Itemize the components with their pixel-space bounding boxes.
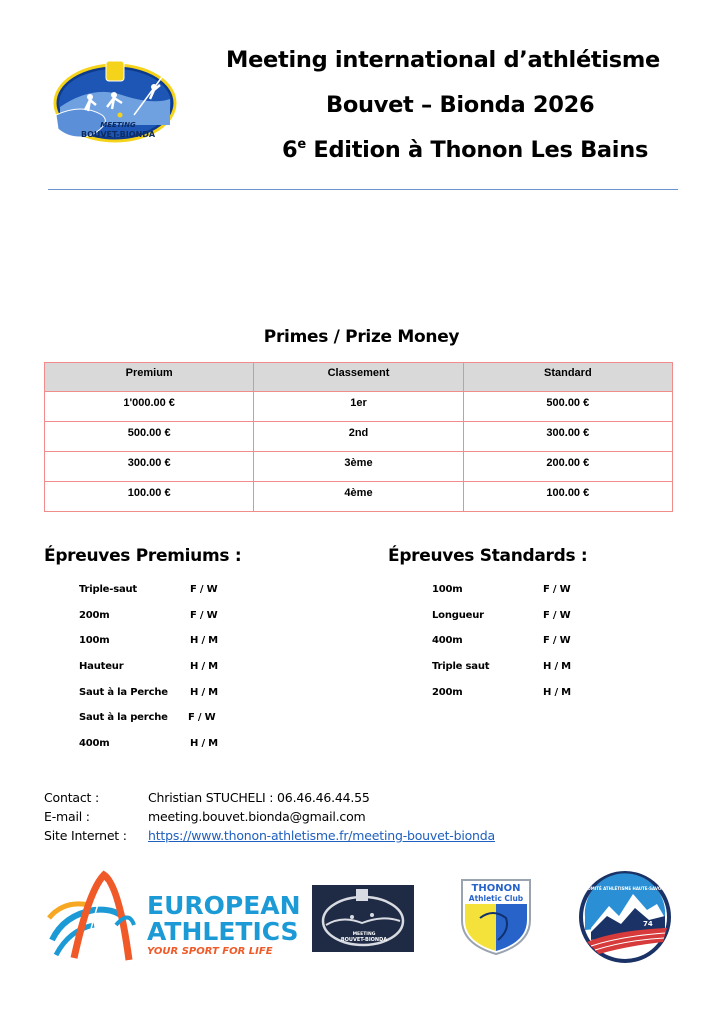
svg-text:THONON: THONON xyxy=(471,883,521,894)
standard-cell: 100.00 € xyxy=(463,482,672,512)
svg-text:Athletic Club: Athletic Club xyxy=(468,894,524,903)
event-gender: H / M xyxy=(543,661,571,672)
event-name: Saut à la Perche xyxy=(79,687,168,698)
svg-text:COMITÉ ATHLÉTISME HAUTE-SAVOIE: COMITÉ ATHLÉTISME HAUTE-SAVOIE xyxy=(584,886,666,891)
edition-superscript: e xyxy=(297,137,306,152)
event-gender: F / W xyxy=(190,610,218,621)
svg-text:BOUVET-BIONDA: BOUVET-BIONDA xyxy=(340,937,388,943)
event-gender: H / M xyxy=(543,687,571,698)
header-divider xyxy=(48,189,678,190)
title-line-2: Bouvet – Bionda 2026 xyxy=(326,92,595,118)
event-name: 100m xyxy=(432,584,463,595)
event-name: 100m xyxy=(79,635,110,646)
contact-value: Christian STUCHELI : 06.46.46.44.55 xyxy=(148,790,370,805)
svg-text:MEETING: MEETING xyxy=(100,121,136,129)
event-gender: H / M xyxy=(190,661,218,672)
event-name: Saut à la perche xyxy=(79,712,168,723)
event-name: 200m xyxy=(432,687,463,698)
column-header-classement: Classement xyxy=(254,363,463,392)
thonon-athletic-club-logo xyxy=(458,878,534,956)
standard-cell: 500.00 € xyxy=(463,392,672,422)
svg-text:74: 74 xyxy=(643,920,653,928)
event-name: 400m xyxy=(79,738,110,749)
premium-cell: 300.00 € xyxy=(45,452,254,482)
event-gender: H / M xyxy=(190,635,218,646)
site-link[interactable]: https://www.thonon-athletisme.fr/meeting-bouvet-bionda xyxy=(148,828,495,843)
event-gender: H / M xyxy=(190,687,218,698)
column-header-premium: Premium xyxy=(45,363,254,392)
event-gender: F / W xyxy=(190,584,218,595)
table-row xyxy=(45,392,673,422)
rank-cell: 3ème xyxy=(254,452,463,482)
event-gender: F / W xyxy=(543,635,571,646)
rank-cell: 2nd xyxy=(254,422,463,452)
event-name: Longueur xyxy=(432,610,484,621)
meeting-bouvet-bionda-small-logo xyxy=(312,885,414,952)
european-athletics-logo xyxy=(44,870,300,962)
prize-money-title: Primes / Prize Money xyxy=(263,327,460,347)
standard-cell: 300.00 € xyxy=(463,422,672,452)
site-label: Site Internet : xyxy=(44,828,127,843)
svg-text:ATHLETICS: ATHLETICS xyxy=(147,917,299,946)
table-header-row xyxy=(45,363,673,392)
comite-haute-savoie-logo xyxy=(577,870,673,963)
column-header-standard: Standard xyxy=(463,363,672,392)
event-name: Triple-saut xyxy=(79,584,138,595)
table-row xyxy=(45,422,673,452)
title-line-3 xyxy=(282,137,648,163)
svg-text:YOUR SPORT FOR LIFE: YOUR SPORT FOR LIFE xyxy=(147,946,273,957)
svg-text:MEETING: MEETING xyxy=(352,932,376,937)
event-name: 200m xyxy=(79,610,110,621)
premium-cell: 1'000.00 € xyxy=(45,392,254,422)
rank-cell: 1er xyxy=(254,392,463,422)
event-name: 400m xyxy=(432,635,463,646)
event-name: Triple saut xyxy=(432,661,490,672)
rank-cell: 4ème xyxy=(254,482,463,512)
premium-cell: 500.00 € xyxy=(45,422,254,452)
premium-cell: 100.00 € xyxy=(45,482,254,512)
edition-number: 6 xyxy=(282,137,298,163)
table-row xyxy=(45,482,673,512)
title-line-1: Meeting international d’athlétisme xyxy=(226,47,660,73)
contact-label: Contact : xyxy=(44,790,100,805)
standard-events-heading: Épreuves Standards : xyxy=(388,546,588,566)
email-value: meeting.bouvet.bionda@gmail.com xyxy=(148,809,366,824)
event-gender: F / W xyxy=(543,584,571,595)
event-gender: H / M xyxy=(190,738,218,749)
premium-events-heading: Épreuves Premiums : xyxy=(44,546,242,566)
event-gender: F / W xyxy=(543,610,571,621)
prize-money-table xyxy=(44,362,673,512)
svg-text:EUROPEAN: EUROPEAN xyxy=(147,891,300,920)
svg-text:BOUVET-BIONDA: BOUVET-BIONDA xyxy=(80,130,156,139)
email-label: E-mail : xyxy=(44,809,90,824)
table-row xyxy=(45,452,673,482)
meeting-bouvet-bionda-logo xyxy=(52,55,178,145)
event-gender: F / W xyxy=(188,712,216,723)
edition-text: Edition à Thonon Les Bains xyxy=(305,137,649,163)
standard-cell: 200.00 € xyxy=(463,452,672,482)
event-name: Hauteur xyxy=(79,661,124,672)
